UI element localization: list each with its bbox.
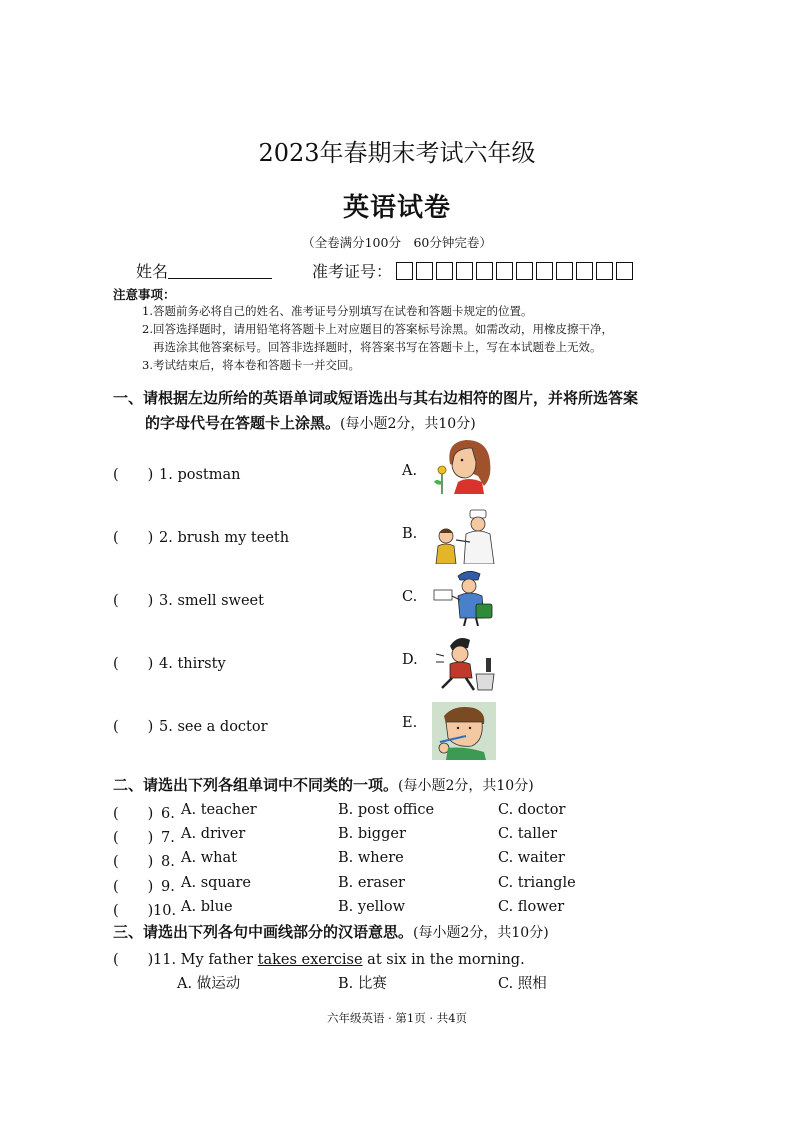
- question-text: 5. see a doctor: [159, 719, 268, 735]
- exam-subject-title: 英语试卷: [342, 193, 451, 223]
- name-label: 姓名: [136, 262, 169, 281]
- answer-paren[interactable]: ( ): [113, 656, 154, 672]
- option-letter: C.: [402, 589, 418, 605]
- id-box: [576, 262, 593, 280]
- answer-paren[interactable]: ( ): [113, 593, 154, 609]
- question-number: 6.: [161, 806, 175, 822]
- id-label: 准考证号：: [312, 262, 393, 281]
- id-box: [396, 262, 413, 280]
- section1-heading: 一、请根据左边所给的英语单词或短语选出与其右边相符的图片，并将所选答案: [113, 389, 639, 407]
- answer-paren[interactable]: ( ): [113, 830, 154, 846]
- id-number-boxes: [396, 262, 633, 280]
- underlined-phrase: takes exercise: [257, 952, 363, 968]
- notice-line: 2.回答选择题时，请用铅笔将答题卡上对应题目的答案标号涂黑。如需改动，用橡皮擦干净，: [142, 322, 613, 336]
- answer-paren[interactable]: ( ): [113, 530, 154, 546]
- answer-paren[interactable]: ( ): [113, 903, 154, 919]
- option-a: A. square: [181, 875, 251, 891]
- option-b: B. eraser: [338, 875, 405, 891]
- question-row: [113, 850, 175, 871]
- section2-note: (每小题2分，共10分): [398, 778, 534, 794]
- question-number: 10.: [153, 903, 177, 919]
- id-box: [456, 262, 473, 280]
- name-blank: [168, 262, 272, 279]
- question-text: 4. thirsty: [159, 656, 226, 672]
- id-box: [476, 262, 493, 280]
- answer-paren[interactable]: ( ): [113, 879, 154, 895]
- page-footer: 六年级英语 · 第1页 · 共4页: [326, 1011, 468, 1025]
- option-c: C. flower: [498, 899, 565, 915]
- question-row: [113, 948, 525, 969]
- option-a: A. blue: [181, 899, 233, 915]
- section2-heading: 二、请选出下列各组单词中不同类的一项。: [113, 776, 399, 794]
- option-b: B. where: [338, 850, 404, 866]
- section2-heading-line: [113, 773, 534, 799]
- question-text: 2. brush my teeth: [159, 530, 290, 546]
- option-c: C. doctor: [498, 802, 566, 818]
- answer-paren[interactable]: ( ): [113, 467, 154, 483]
- option-letter: A.: [402, 463, 418, 479]
- boy-brushing-teeth-icon: [432, 702, 496, 760]
- question-number: 9.: [161, 879, 175, 895]
- section3-heading-line: [113, 920, 549, 946]
- question-row: [113, 802, 181, 823]
- option-b: B. post office: [338, 802, 435, 818]
- id-box: [436, 262, 453, 280]
- section3-heading: 三、请选出下列各句中画线部分的汉语意思。: [113, 923, 414, 941]
- exam-title: 2023年春期末考试六年级: [258, 139, 536, 167]
- postman-icon: [432, 568, 496, 626]
- girl-smelling-flower-icon: [432, 436, 496, 494]
- answer-paren[interactable]: ( ): [113, 952, 154, 968]
- id-box: [536, 262, 553, 280]
- notice-title: 注意事项：: [113, 287, 176, 302]
- notice-line: 3.考试结束后，将本卷和答题卡一并交回。: [142, 358, 360, 372]
- doctor-and-child-icon: [432, 506, 496, 564]
- notice-line: 1.答题前务必将自己的姓名、准考证号分别填写在试卷和答题卡规定的位置。: [142, 304, 533, 318]
- option-a: A. what: [181, 850, 237, 866]
- option-b: B. 比赛: [338, 976, 387, 992]
- option-letter: B.: [402, 526, 418, 542]
- id-box: [616, 262, 633, 280]
- id-box: [556, 262, 573, 280]
- question-row: [113, 463, 240, 484]
- question-row: [113, 875, 175, 896]
- answer-paren[interactable]: ( ): [113, 806, 154, 822]
- question-number: 8.: [161, 854, 175, 870]
- exam-info: （全卷满分100分 60分钟完卷）: [302, 235, 492, 250]
- id-box: [496, 262, 513, 280]
- question-row: [113, 589, 264, 610]
- notice-line: 再选涂其他答案标号。回答非选择题时，将答案书写在答题卡上，写在本试题卷上无效。: [153, 340, 602, 354]
- question-text-post: at six in the morning.: [362, 952, 525, 968]
- answer-paren[interactable]: ( ): [113, 719, 154, 735]
- option-letter: D.: [402, 652, 418, 668]
- option-c: C. triangle: [498, 875, 576, 891]
- id-box: [596, 262, 613, 280]
- option-letter: E.: [402, 715, 418, 731]
- answer-paren[interactable]: ( ): [113, 854, 154, 870]
- section1-heading-line2: [145, 411, 476, 437]
- option-c: C. 照相: [498, 976, 547, 992]
- section1-note: (每小题2分，共10分): [340, 416, 476, 432]
- question-row: [113, 652, 226, 673]
- option-b: B. bigger: [338, 826, 406, 842]
- question-row: [113, 715, 268, 736]
- option-b: B. yellow: [338, 899, 406, 915]
- question-text: 1. postman: [159, 467, 241, 483]
- student-info-line: [136, 259, 633, 282]
- id-box: [416, 262, 433, 280]
- option-a: A. 做运动: [177, 976, 241, 992]
- id-box: [516, 262, 533, 280]
- section1-heading-text: 的字母代号在答题卡上涂黑。: [145, 414, 341, 432]
- question-text-pre: 11. My father: [153, 952, 258, 968]
- question-row: [113, 899, 176, 920]
- section3-note: (每小题2分，共10分): [413, 925, 549, 941]
- option-a: A. teacher: [181, 802, 257, 818]
- question-text: 3. smell sweet: [159, 593, 264, 609]
- option-c: C. taller: [498, 826, 558, 842]
- question-number: 7.: [161, 830, 175, 846]
- thirsty-boy-icon: [432, 634, 496, 692]
- question-row: [113, 826, 175, 847]
- question-row: [113, 526, 289, 547]
- option-a: A. driver: [181, 826, 246, 842]
- option-c: C. waiter: [498, 850, 565, 866]
